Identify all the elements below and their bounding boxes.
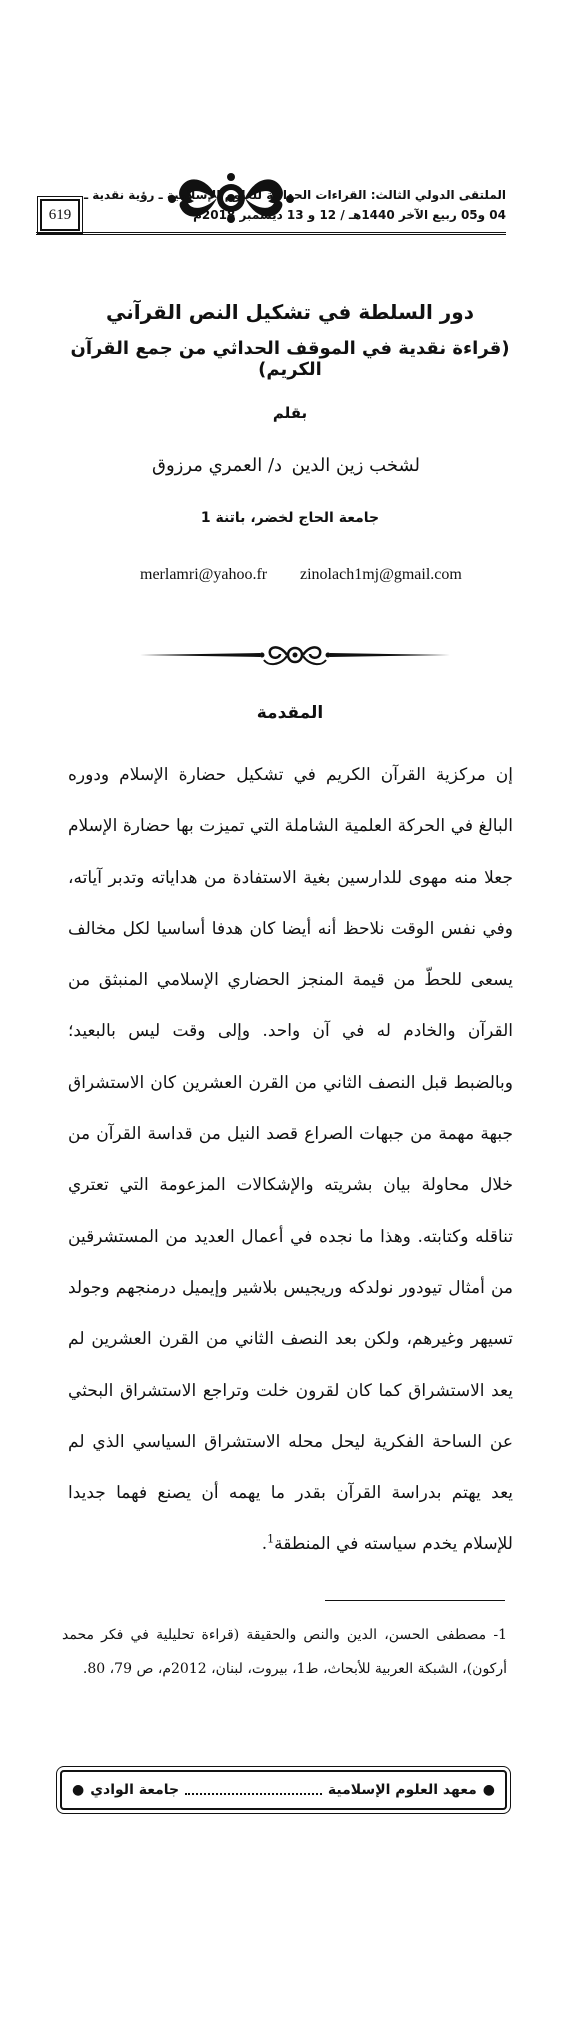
conference-date: 04 و05 ربيع الآخر 1440هـ / 12 و 13 ديسمبر 2018م: [193, 208, 506, 222]
section-heading: المقدمة: [256, 703, 324, 723]
header-rule: [36, 232, 506, 235]
footer-institute: معهد العلوم الإسلامية: [327, 1782, 477, 1798]
footnote: 1- مصطفى الحسن، الدين والنص والحقيقة (قراءة تحليلية في فكر محمد أركون)، الشبكة العربية للأبحاث، ط1، بيروت، لبنان، 2012م، ص 79، 80.: [62, 1627, 507, 1677]
divider-ornament-icon: [140, 640, 450, 670]
conference-info: [83, 185, 506, 225]
affiliation: جامعة الحاج لخضر، باتنة 1: [200, 510, 380, 526]
running-header: [36, 165, 506, 235]
footer-dotted-leader: [185, 1785, 322, 1795]
paper-title: دور السلطة في تشكيل النص القرآني: [106, 300, 474, 324]
footer-bullet-left-icon: ●: [72, 1782, 85, 1798]
footnote-reference[interactable]: 1: [267, 1532, 275, 1546]
page-number: 619: [40, 199, 80, 231]
author-name-1: لشخب زين الدين: [291, 455, 420, 476]
body-paragraph: إن مركزية القرآن الكريم في تشكيل حضارة الإسلام ودوره البالغ في الحركة العلمية الشاملة التي تميزت بها حضارة الإسلام جعلا منه مهوى للدارسين بغية الاستفادة من هداياته وتدبر آياته، وفي نفس الوقت نلاحظ أنه أيضا كان هدفا أساسيا لكل مخالف يسعى للحطّ من قيمة المنجز الحضاري الإسلامي المنبثق من القرآن والخادم له في آن واحد. وإلى وقت ليس بالبعيد؛ وبالضبط قبل النصف الثاني من القرن العشرين كان الاستشراق جبهة مهمة من جبهات الصراع قصد النيل من قداسة القرآن من خلال محاولة بيان بشريته والإشكالات المزعومة التي تعتري تناقله وكتابته. وهذا ما نجده في أعمال العديد من المستشرقين من أمثال تيودور نولدكه وريجيس بلاشير وإيميل درمنجهم وجولد تسيهر وغيرهم، ولكن بعد النصف الثاني من القرن العشرين لم يعد الاستشراق كما كان لقرون خلت وتراجع الاستشراق البحثي عن الساحة الفكرية ليحل محله الاستشراق السياسي الذي لم يعد يهتم بدراسة القرآن بقدر ما يهمه أن يصنع فهما جديدا للإسلام يخدم سياسته في المنطقة$^1$.: [68, 765, 513, 1555]
paper-subtitle: (قراءة نقدية في الموقف الحداثي من جمع القرآن الكريم): [70, 338, 510, 380]
footnote-rule: [325, 1600, 505, 1601]
footer-bullet-right-icon: ●: [482, 1782, 495, 1798]
author-email-2[interactable]: merlamri@yahoo.fr: [140, 566, 268, 583]
conference-title: الملتقى الدولي الثالث: القراءات الحداثية للعلوم الإسلامية ـ رؤية نقدية ـ: [83, 188, 506, 202]
footer-university: جامعة الوادي: [90, 1782, 180, 1798]
byline: بقلم: [272, 404, 308, 422]
body-text: إن مركزية القرآن الكريم في تشكيل حضارة الإسلام ودوره البالغ في الحركة العلمية الشاملة التي تميزت بها حضارة الإسلام جعلا منه مهوى للدارسين بغية الاستفادة من هداياته وتدبر آياته، وفي نفس الوقت نلاحظ أنه أيضا كان هدفا أساسيا لكل مخالف يسعى للحطّ من قيمة المنجز الحضاري الإسلامي المنبثق من القرآن والخادم له في آن واحد. وإلى وقت ليس بالبعيد؛ وبالضبط قبل النصف الثاني من القرن العشرين كان الاستشراق جبهة مهمة من جبهات الصراع قصد النيل من قداسة القرآن من خلال محاولة بيان بشريته والإشكالات المزعومة التي تعتري تناقله وكتابته. وهذا ما نجده في أعمال العديد من المستشرقين من أمثال تيودور نولدكه وريجيس بلاشير وإيميل درمنجهم وجولد تسيهر وغيرهم، ولكن بعد النصف الثاني من القرن العشرين لم يعد الاستشراق كما كان لقرون خلت وتراجع الاستشراق البحثي عن الساحة الفكرية ليحل محله الاستشراق السياسي الذي لم يعد يهتم بدراسة القرآن بقدر ما يهمه أن يصنع فهما جديدا للإسلام يخدم سياسته في المنطقة: [68, 765, 513, 1555]
author-name-2: د/ العمري مرزوق: [152, 455, 283, 476]
author-email-1[interactable]: zinolach1mj@gmail.com: [300, 566, 462, 583]
footer-box: [60, 1770, 507, 1810]
